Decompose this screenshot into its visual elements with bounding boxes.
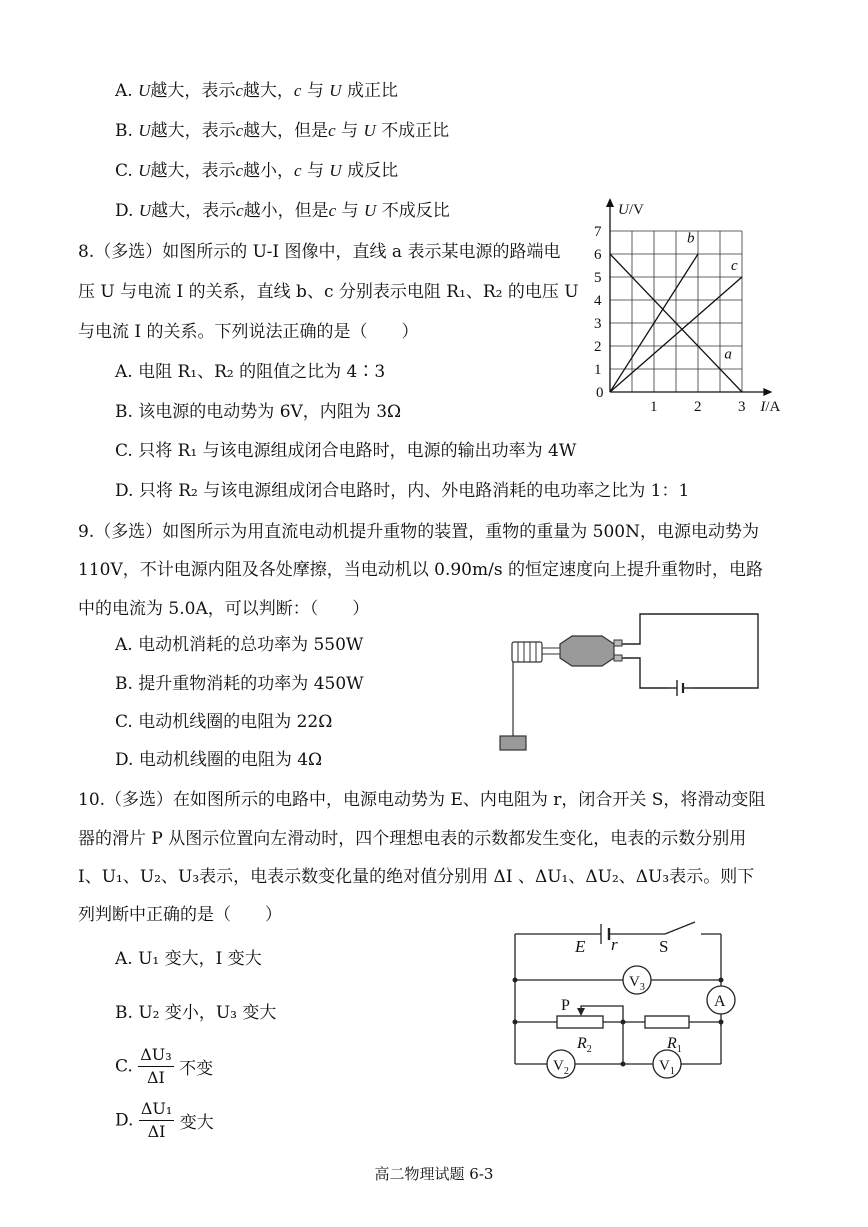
- q8-stem-line1: 8.（多选）如图所示的 U-I 图像中，直线 a 表示某电源的路端电: [78, 242, 561, 262]
- q7-option-b: B. U越大，表示c越大，但是c 与 U 不成正比: [115, 121, 450, 141]
- q8-stem-line3: 与电流 I 的关系。下列说法正确的是（ ）: [78, 322, 419, 342]
- ui-chart: [588, 196, 798, 421]
- resistor-r2: [557, 1016, 603, 1028]
- label-v2: $V_2$: [553, 1058, 569, 1077]
- series-label-c: c: [731, 258, 738, 275]
- y-tick-label: 2: [594, 339, 602, 355]
- label-v1: $V_1$: [659, 1058, 675, 1077]
- q7-option-a: A. U越大，表示c越大，c 与 U 成正比: [115, 81, 398, 101]
- motor-shaft: [542, 648, 560, 654]
- y-axis-arrow: [606, 198, 614, 207]
- q9-stem-line1: 9.（多选）如图所示为用直流电动机提升重物的装置，重物的重量为 500N，电源电动势为: [78, 522, 759, 542]
- label-r: r: [611, 935, 618, 954]
- label-s: S: [659, 937, 669, 956]
- circuit-diagram: [505, 918, 755, 1088]
- q7-option-d: D. U越大，表示c越小，但是c 与 U 不成反比: [115, 201, 450, 221]
- q10-stem-line2: 器的滑片 P 从图示位置向左滑动时，四个理想电表的示数都发生变化，电表的示数分别用: [78, 829, 747, 849]
- q9-stem-line3: 中的电流为 5.0A，可以判断：（ ）: [78, 599, 370, 619]
- y-tick-label: 7: [594, 224, 602, 240]
- slider-p-arrow: [577, 1008, 585, 1016]
- q10-stem-line1: 10.（多选）在如图所示的电路中，电源电动势为 E、内电阻为 r，闭合开关 S，将滑动变阻: [78, 790, 766, 810]
- label-v3: $V_3$: [629, 974, 645, 993]
- q7-option-c: C. U越大，表示c越小，c 与 U 成反比: [115, 161, 399, 181]
- winch-spool: [512, 642, 542, 662]
- q10-option-d-fraction: $\frac{\text{ΔU₁}}{\Delta I}$: [140, 1099, 173, 1141]
- series-label-b: b: [687, 230, 695, 247]
- motor-body: [560, 636, 614, 666]
- label-e: E: [575, 937, 586, 956]
- q9-option-b: B. 提升重物消耗的功率为 450W: [115, 674, 364, 694]
- label-r1: $R_1$: [667, 1035, 682, 1055]
- q9-option-d: D. 电动机线圈的电阻为 4Ω: [115, 750, 323, 770]
- q9-option-a: A. 电动机消耗的总功率为 550W: [115, 635, 364, 655]
- q10-option-a: A. U₁ 变大，I 变大: [115, 949, 262, 969]
- y-tick-label: 4: [594, 293, 602, 309]
- label-p: P: [561, 997, 570, 1014]
- motor-terminal-bottom: [614, 655, 622, 661]
- chart-axes: [606, 198, 772, 396]
- x-axis-arrow: [763, 388, 772, 396]
- label-a: A: [714, 993, 726, 1010]
- q10-stem-line4: 列判断中正确的是（ ）: [78, 905, 282, 925]
- q10-stem-line3: I、U₁、U₂、U₃表示，电表示数变化量的绝对值分别用 ΔI 、ΔU₁、ΔU₂、ΔU₃表示。则下: [78, 867, 755, 887]
- x-tick-label: 3: [738, 399, 746, 415]
- q10-option-c-fraction: $\frac{\text{ΔU₃}}{\Delta I}$: [140, 1045, 172, 1087]
- y-axis-title: U/V: [618, 202, 644, 218]
- x-tick-label: 1: [650, 399, 658, 415]
- origin-label: 0: [596, 385, 604, 401]
- chart-labels: [594, 202, 781, 415]
- y-tick-label: 3: [594, 316, 602, 332]
- q10-option-d: D. $\frac{\text{ΔU₁}}{\Delta I}$ 变大: [115, 1099, 214, 1141]
- weight-block: [500, 736, 526, 750]
- q8-option-a: A. 电阻 R₁、R₂ 的阻值之比为 4∶3: [115, 362, 386, 382]
- chart-grid: [610, 231, 742, 392]
- x-axis-title: I/A: [760, 399, 781, 415]
- q8-option-b: B. 该电源的电动势为 6V，内阻为 3Ω: [115, 402, 402, 422]
- q9-option-c: C. 电动机线圈的电阻为 22Ω: [115, 712, 333, 732]
- q10-option-b: B. U₂ 变小，U₃ 变大: [115, 1003, 277, 1023]
- y-tick-label: 1: [594, 362, 602, 378]
- resistor-r1: [645, 1016, 689, 1028]
- q10-option-c: C. $\frac{\text{ΔU₃}}{\Delta I}$ 不变: [115, 1045, 214, 1087]
- q8-option-d: D. 只将 R₂ 与该电源组成闭合电路时，内、外电路消耗的电功率之比为 1：1: [115, 481, 690, 501]
- motor-circuit-wire-top: [620, 614, 758, 688]
- motor-circuit-wire-bottom: [620, 658, 670, 688]
- motor-terminal-top: [614, 640, 622, 646]
- q9-stem-line2: 110V，不计电源内阻及各处摩擦，当电动机以 0.90m/s 的恒定速度向上提升重物时，电路: [78, 560, 763, 580]
- q8-option-c: C. 只将 R₁ 与该电源组成闭合电路时，电源的输出功率为 4W: [115, 441, 577, 461]
- y-tick-label: 6: [594, 247, 602, 263]
- y-tick-label: 5: [594, 270, 602, 286]
- switch-s: [665, 922, 695, 934]
- label-r2: $R_2$: [577, 1035, 592, 1055]
- x-tick-label: 2: [694, 399, 702, 415]
- page-footer: 高二物理试题 6-3: [374, 1165, 494, 1183]
- motor-lift-diagram: [490, 608, 770, 758]
- q8-stem-line2: 压 U 与电流 I 的关系，直线 b、c 分别表示电阻 R₁、R₂ 的电压 U: [78, 282, 579, 302]
- series-label-a: a: [724, 346, 732, 363]
